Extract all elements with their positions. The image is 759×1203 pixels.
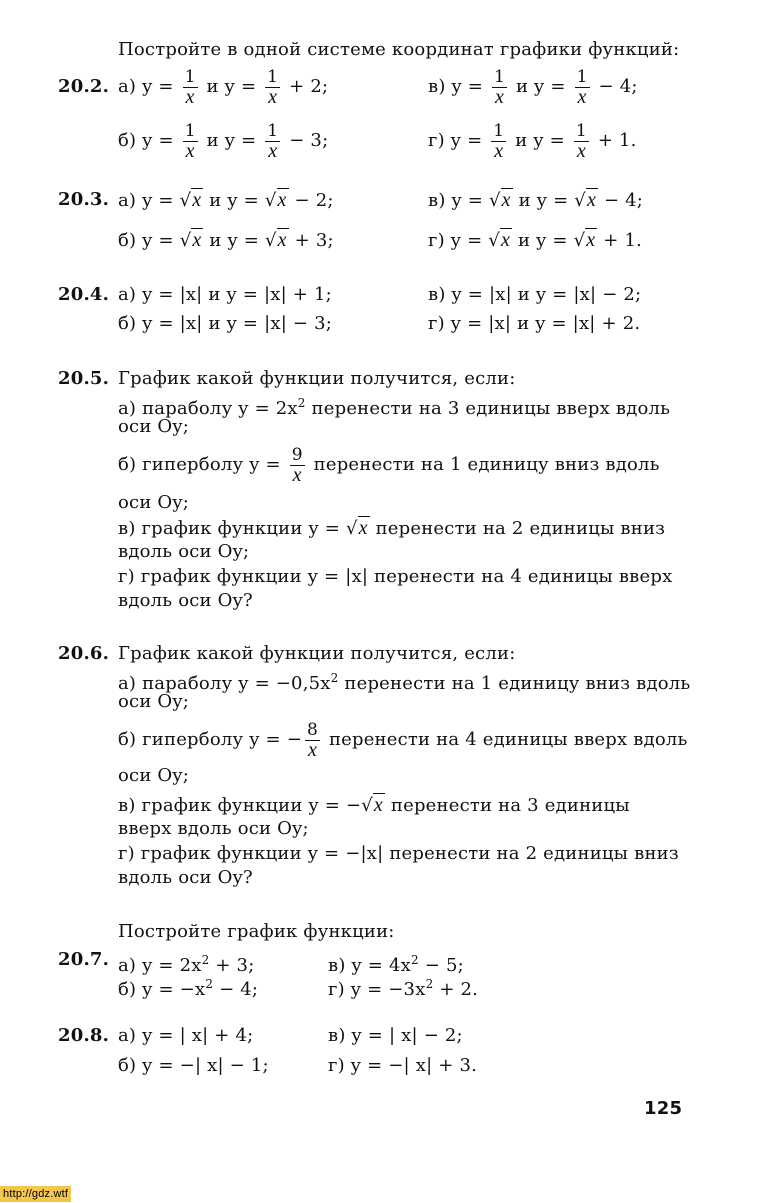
fraction: $\frac{1}{x}$ — [184, 120, 196, 162]
ex20-2-item-v: в) y = $\frac{1}{x}$ и y = $\frac{1}{x}$ − 4; — [428, 66, 638, 108]
ex20-6-item-b-line2: оси Oy; — [118, 765, 190, 786]
ex20-8-item-v: в) y = | x| − 2; — [328, 1025, 463, 1046]
sqrt: √x — [264, 229, 287, 251]
exercise-number-20-5: 20.5. — [58, 368, 110, 389]
section-header-build-graph: Постройте график функции: — [118, 921, 395, 942]
fraction: $\frac{8}{x}$ — [306, 719, 319, 761]
ex20-6-item-g-line1: г) график функции y = −|x| перенести на 2 единицы вниз — [118, 843, 679, 864]
ex20-2-item-a: а) y = $\frac{1}{x}$ и y = $\frac{1}{x}$ + 2; — [118, 66, 329, 108]
fraction: $\frac{1}{x}$ — [267, 120, 279, 162]
ex20-6-item-v-line1: в) график функции y = −√x перенести на 3 единицы — [118, 794, 630, 816]
ex20-2-item-b: б) y = $\frac{1}{x}$ и y = $\frac{1}{x}$ − 3; — [118, 120, 329, 162]
ex20-6-item-a-line2: оси Oy; — [118, 691, 190, 712]
fraction: $\frac{1}{x}$ — [493, 120, 505, 162]
sqrt: √x — [179, 189, 202, 211]
ex20-6-item-v-line2: вверх вдоль оси Oy; — [118, 818, 309, 839]
ex20-4-item-a: а) y = |x| и y = |x| + 1; — [118, 284, 332, 305]
ex20-7-item-a: а) $y = 2x^2 + 3$; — [118, 953, 255, 976]
ex20-6-intro: График какой функции получится, если: — [118, 643, 516, 664]
exercise-number-20-2: 20.2. — [58, 76, 110, 97]
ex20-6-item-g-line2: вдоль оси Oy? — [118, 867, 253, 888]
ex20-6-item-a-line1: а) параболу $y = -0,5x^2$ перенести на 1 единицу вниз вдоль — [118, 671, 691, 694]
ex20-2-item-g: г) y = $\frac{1}{x}$ и y = $\frac{1}{x}$ + 1. — [428, 120, 637, 162]
ex20-4-item-v: в) y = |x| и y = |x| − 2; — [428, 284, 642, 305]
ex20-3-item-g: г) y = √x и y = √x + 1. — [428, 229, 643, 251]
sqrt: √x — [345, 517, 368, 539]
sqrt: √x — [573, 229, 596, 251]
fraction: $\frac{1}{x}$ — [576, 66, 588, 108]
sqrt: √x — [488, 189, 511, 211]
sqrt: √x — [488, 229, 511, 251]
ex20-3-item-b: б) y = √x и y = √x + 3; — [118, 229, 334, 251]
ex20-5-item-b-line1: б) гиперболу y = $\frac{9}{x}$ перенести на 1 единицу вниз вдоль — [118, 444, 660, 486]
ex20-5-intro: График какой функции получится, если: — [118, 368, 516, 389]
ex20-3-item-a: а) y = √x и y = √x − 2; — [118, 189, 334, 211]
ex20-5-item-v-line2: вдоль оси Oy; — [118, 541, 250, 562]
ex20-5-item-b-line2: оси Oy; — [118, 492, 190, 513]
fraction: $\frac{9}{x}$ — [291, 444, 303, 486]
ex20-4-item-b: б) y = |x| и y = |x| − 3; — [118, 313, 333, 334]
ex20-6-item-b-line1: б) гиперболу y = − $\frac{8}{x}$ перенести на 4 единицы вверх вдоль — [118, 719, 688, 761]
source-link[interactable]: http://gdz.wtf — [0, 1186, 71, 1202]
fraction: $\frac{1}{x}$ — [493, 66, 506, 108]
ex20-8-item-b: б) y = −| x| − 1; — [118, 1055, 269, 1076]
exercise-number-20-3: 20.3. — [58, 189, 110, 210]
ex20-5-item-a-line1: а) параболу $y = 2x^2$ перенести на 3 единицы вверх вдоль — [118, 396, 671, 419]
ex20-5-item-g-line1: г) график функции y = |x| перенести на 4 единицы вверх — [118, 566, 673, 587]
fraction: $\frac{1}{x}$ — [184, 66, 196, 108]
exercise-number-20-6: 20.6. — [58, 643, 110, 664]
ex20-7-item-v: в) $y = 4x^2 - 5$; — [328, 953, 464, 976]
ex20-3-item-v: в) y = √x и y = √x − 4; — [428, 189, 644, 211]
exercise-number-20-7: 20.7. — [58, 949, 110, 970]
section-header-build-graphs: Постройте в одной системе координат графики функций: — [118, 39, 680, 60]
sqrt: √x — [179, 229, 202, 251]
exercise-number-20-8: 20.8. — [58, 1025, 110, 1046]
exercise-number-20-4: 20.4. — [58, 284, 110, 305]
ex20-4-item-g: г) y = |x| и y = |x| + 2. — [428, 313, 641, 334]
ex20-8-item-a: а) y = | x| + 4; — [118, 1025, 254, 1046]
fraction: $\frac{1}{x}$ — [267, 66, 279, 108]
ex20-7-item-b: б) $y = -x^2 - 4$; — [118, 977, 259, 1000]
sqrt: √x — [574, 189, 597, 211]
ex20-8-item-g: г) y = −| x| + 3. — [328, 1055, 478, 1076]
ex20-7-item-g: г) $y = -3x^2 + 2$. — [328, 977, 479, 1000]
ex20-5-item-v-line1: в) график функции y = √x перенести на 2 единицы вниз — [118, 517, 666, 539]
sqrt: √x — [264, 189, 287, 211]
sqrt: √x — [361, 794, 383, 816]
ex20-5-item-g-line2: вдоль оси Oy? — [118, 590, 253, 611]
page-number: 125 — [644, 1098, 683, 1119]
ex20-5-item-a-line2: оси Oy; — [118, 416, 190, 437]
fraction: $\frac{1}{x}$ — [575, 120, 587, 162]
